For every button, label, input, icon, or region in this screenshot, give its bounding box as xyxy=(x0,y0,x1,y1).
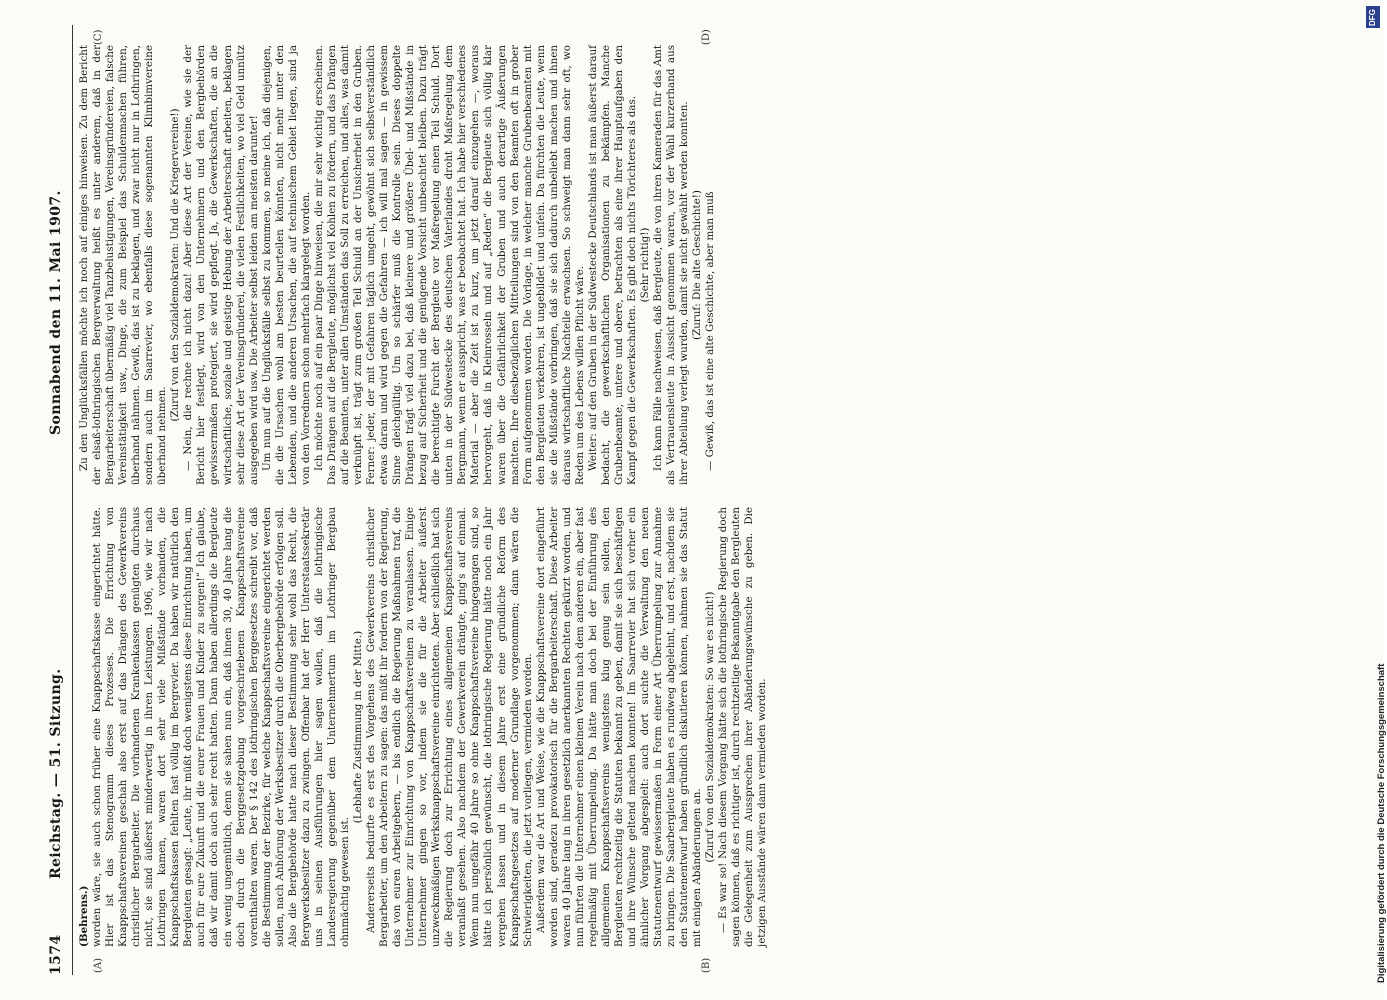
paragraph: — Nein, die rechne ich nicht dazu! Aber diese Art der Vereine, wie sie der Bericht hier festlegt, wird von den Unternehmern und den Bergbehörden gewissermaßen protegiert, sie wird gepflegt. Ja, die Gewerkschaften, die an die wirtschaftliche, soziale und geistige Hebung der Arbeiterschaft arbeiten, beklagen sehr diese Art der Vereinsgründerei, die vielen Festlichkeiten, wo viel Geld unnütz ausgegeben wird usw. Die Arbeiter selbst leiden am meisten darunter! xyxy=(182,45,260,485)
dfg-logo xyxy=(1366,6,1380,28)
margin-marker-a: (A) xyxy=(93,957,104,973)
paragraph: — Gewiß, das ist eine alte Geschichte, aber man muß xyxy=(704,191,717,471)
session-date: Sonnabend den 11. Mai 1907. xyxy=(48,190,64,435)
margin-marker-c: (C) xyxy=(93,29,104,45)
paragraph: Zu den Unglücksfällen möchte ich noch auf einiges hinweisen. Zu dem Bericht der elsaß-lothringischen Bergverwaltung heißt es unter anderem, daß in der Bergarbeiterschaft übermäßig viel Tanzbelustigungen, Vereinsgründereien, falsche Vereinstätigkeit usw., Dinge, die zum Beispiel das Schuldenmachen führen, überhand nähmen. Gewiß, das ist zu beklagen, und zwar nicht nur in Lothringen, sondern auch im Saarrevier, wo ebenfalls diese sogenannten Klimbimvereine überhand nehmen. xyxy=(78,45,169,485)
right-column xyxy=(78,45,717,485)
page-header xyxy=(48,25,70,975)
dfg-logo-text: DFG xyxy=(1368,9,1377,26)
interjection: (Lebhafte Zustimmung in der Mitte.) xyxy=(351,630,364,824)
document-sheet xyxy=(48,25,1338,975)
paragraph: Außerdem war die Art und Weise, wie die Knappschaftsvereine dort eingeführt worden sind, geradezu provokatorisch für die Bergarbeiterschaft. Diese Arbeiter waren 40 Jahre lang in ihren gesetzlich anerkannten Rechten gekürzt worden, und nun führten die Unternehmer einen kleinen Verein nach dem anderen ein, aber fast regelmäßig mit Überrumpelung. Da hätte man doch bei der Einführung des allgemeinen Knappschaftsvereins wenigstens klug genug sein sollen, den Bergleuten rechtzeitig die Statuten bekannt zu geben, damit sie sich beschäftigen und ihre Wünsche geltend machen konnten! Im Saarrevier hat sich vorher ein ähnlicher Vorgang abgespielt: auch dort suchte die Verwaltung den neuen Statutenentwurf gewissermaßen in Form einer Art Überrumpelung zur Annahme zu bringen. Die Saarbergleute haben es rundweg abgelehnt, und erst, nachdem sie den Statutenentwurf haben gründlich diskutieren können, nahmen sie das Statut mit einigen Abänderungen an. xyxy=(534,507,704,947)
interjection: (Sehr richtig!) xyxy=(639,227,652,303)
speaker-name: (Behrens.) xyxy=(78,885,90,947)
digitization-credit xyxy=(1364,28,1387,988)
paragraph: Weiter: auf den Gruben in der Südwestecke Deutschlands ist man äußerst darauf bedacht, die gewerkschaftlichen Organisationen zu bekämpfen. Manche Grubenbeamte, untere und obere, betrachten als eine ihrer Hauptaufgaben den Kampf gegen die Gewerkschaften. Es gibt doch nichts Törichteres als das. xyxy=(586,45,638,485)
paragraph: Ich möchte noch auf ein paar Dinge hinweisen, die mir sehr wichtig erscheinen. Das Drängen auf die Bergleute, möglichst viel Kohlen zu fördern, und das Drängen auf die Beamten, unter allen Umständen das Soll zu erreichen, und alles, was damit verknüpft ist, trägt zum großen Teil Schuld an der Unsicherheit in den Gruben. Ferner: jeder, der mit Gefahren täglich umgeht, gewöhnt sich selbstverständlich etwas daran und wird gegen die Gefahren — ich will mal sagen — in gewissem Sinne gleichgültig. Um so schärfer muß die Kontrolle sein. Dieses doppelte Drängen trägt viel dazu bei, daß kleinere und größere Übel- und Mißstände in bezug auf Sicherheit und die genügende Vorsicht unbeachtet bleiben. Dazu trägt die berechtigte Furcht der Bergleute vor Maßregelung einen Teil Schuld. Dort unten in der Südwestecke des deutschen Vaterlandes droht Maßregelung dem Bergmann, wenn er ausspricht, was er beobachtet hat. Ich habe hier verschiedenes Material — aber die Zeit ist zu kurz, um jetzt darauf einzugehen —, woraus hervorgeht, daß in Kleinrosseln und auf „Reden“ die Bergleute sich völlig klar waren über die Gefährlichkeit der Gruben und auch derartige Äußerungen machten. Ihre diesbezüglichen Mitteilungen sind von den Beamten oft in grober Form aufgenommen worden. Die Vorlage, in welcher manche Grubenbeamten mit den Bergleuten verkehren, ist ungebildet und unfein. Da fürchten die Leute, wenn sie die Mißstände vorbringen, daß sie sich dadurch unbeliebt machen und ihnen daraus wirtschaftliche Nachteile erwachsen. So schweigt man dann sehr oft, wo Reden um des Lebens willen Pflicht wäre. xyxy=(312,45,586,485)
interjection: (Zuruf von den Sozialdemokraten: Und die Kriegervereine!) xyxy=(169,108,182,422)
margin-marker-d: (D) xyxy=(701,29,712,45)
paragraph: Andererseits bedurfte es erst des Vorgehens des Gewerkvereins christlicher Bergarbeiter, um den Arbeitern zu sagen: das müßt ihr fordern von der Regierung, das von euren Arbeitgebern, — bis endlich die Regierung Maßnahmen traf, die Unternehmer zur Einrichtung von Knappschaftsvereinen zu veranlassen. Einige Unternehmer gingen so vor, indem sie die für die Arbeiter äußerst unzweckmäßigen Werksknappschaftsvereine einrichteten. Aber schließlich hat sich die Regierung doch zur Errichtung eines allgemeinen Knappschaftsvereins veranlaßt gesehen. Also nachdem der Gewerkverein drängte, ging's auf einmal. Wenn nun ungefähr 40 Jahre so ohne Knappschaftsvereine hingegangen sind, so hätte ich persönlich gewünscht, die lothringische Regierung hätte noch ein Jahr vergehen lassen und in diesem Jahre erst eine gründliche Reform des Knappschaftsgesetzes auf moderner Grundlage vorgenommen; dann wären die Schwierigkeiten, die jetzt vorliegen, vermieden worden. xyxy=(365,507,534,947)
paragraph: worden wäre, sie auch schon früher eine Knappschaftskasse eingerichtet hätte. Hier ist das Stenogramm dieses Prozesses. Die Errichtung von Knappschaftsvereinen geschah also erst auf das Drängen des Gewerkvereins christlicher Bergarbeiter. Die vorhandenen Krankenkassen genügten durchaus nicht, sie sind äußerst minderwertig in ihren Leistungen. 1906, wie wir nach Lothringen kamen, waren dort sehr viele Mißstände vorhanden, die Knappschaftskassen fehlten fast völlig im Bergrevier. Da haben wir natürlich den Bergleuten gesagt: „Leute, ihr müßt doch wenigstens diese Einrichtung haben, um auch für eure Zukunft und die eurer Frauen und Kinder zu sorgen!“ Ich glaube, daß wir damit doch auch sehr recht hatten. Dann haben allerdings die Bergleute ein wenig ungemütlich, denn sie sahen nun ein, daß ihnen 30, 40 Jahre lang die doch durch die Berggesetzgebung vorgeschriebenen Knappschaftsvereine vorenthalten waren. Der § 142 des lothringischen Berggesetzes schreibt vor, daß die Bestimmung der Bezirke, für welche Knappschaftsvereine eingerichtet werden sollen, nach Anhörung der Werksbesitzer durch die Oberbergbehörde erfolgen soll. Also die Bergbehörde hatte nach dieser Bestimmung sehr wohl das Recht, die Bergwerksbesitzer dazu zu zwingen. Offenbar hat der Herr Unterstaatssekretär uns in seinen Ausführungen hier sagen wollen, daß die lothringische Landesregierung gegenüber dem Unternehmertum im Lothringer Bergbau ohnmächtig gewesen ist. xyxy=(91,507,351,947)
paragraph: Um nun auf die Unglücksfälle selbst zu kommen, so meine ich, daß diejenigen, die die Ursachen wohl am besten beurteilen könnten, nicht mehr unter den Lebenden, und die anderen Ursachen, die auf technischem Gebiet liegen, sind ja von den Vorrednern schon mehrfach klargelegt worden. xyxy=(260,45,312,485)
left-column xyxy=(78,507,769,947)
interjection: (Zuruf: Die alte Geschichte!) xyxy=(691,190,704,340)
session-title: Reichstag. — 51. Sitzung. xyxy=(48,668,64,879)
digitization-credit-text: Digitalisierung gefördert durch die Deutsche Forschungsgemeinschaft xyxy=(1376,663,1387,983)
page-number: 1574 xyxy=(48,934,64,975)
interjection: (Zuruf von den Sozialdemokraten: So war es nicht!) xyxy=(704,591,717,863)
paragraph: — Es war so! Nach diesem Vorgang hätte sich die lothringische Regierung doch sagen können, daß es richtiger ist, durch rechtzeitige Bekanntgabe den Bergleuten die Gelegenheit zum Aussprechen ihrer Abänderungswünsche zu geben. Die jetzigen Ausstände wären dann vermieden worden. xyxy=(717,507,769,947)
paragraph: Ich kann Fälle nachweisen, daß Bergleute, die von ihren Kameraden für das Amt als Vertrauensleute in Aussicht genommen waren, vor der Wahl kurzerhand aus ihrer Abteilung verlegt wurden, damit sie nicht gewählt werden konnten. xyxy=(652,45,691,485)
margin-marker-b: (B) xyxy=(701,957,712,973)
header-rule xyxy=(72,25,73,975)
